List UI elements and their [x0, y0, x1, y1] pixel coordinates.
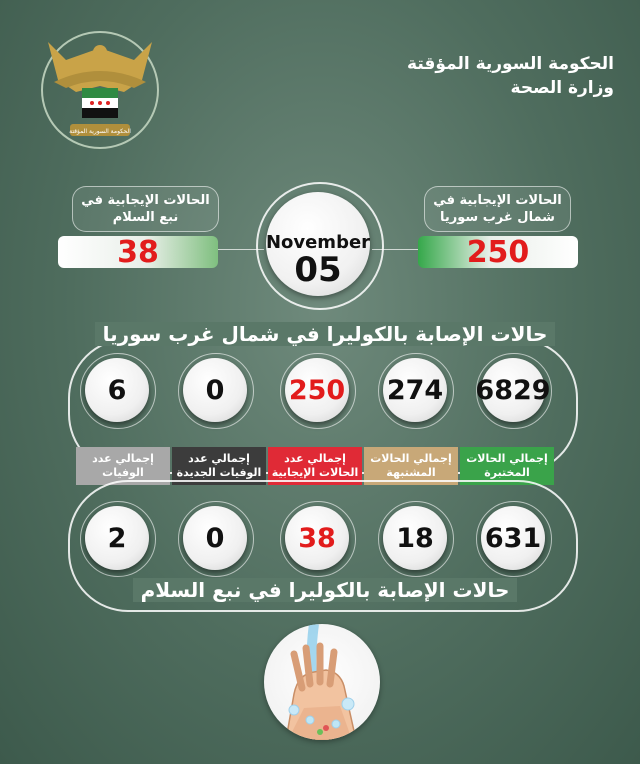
northwest-title: حالات الإصابة بالكوليرا في شمال غرب سوريا — [90, 322, 560, 346]
category-positive: إجمالي عدد الحالات الإيجابية — [268, 447, 362, 485]
date-day: 05 — [294, 250, 342, 290]
category-suspected: إجمالي الحالات المشتبهة — [364, 447, 458, 485]
right-box-value: 250 — [418, 236, 578, 268]
stat-suspected-nw: 274 — [383, 358, 447, 422]
left-box-label: الحالات الإيجابية في نبع السلام — [72, 186, 219, 232]
stat-total-deaths-nw: 6 — [85, 358, 149, 422]
government-name: الحكومة السورية المؤقتة — [407, 54, 614, 74]
stat-positive-ps: 38 — [285, 506, 349, 570]
date-month: November — [265, 232, 371, 253]
hand-washing-illustration — [264, 624, 380, 740]
hand-washing-icon — [264, 624, 380, 740]
stat-suspected-ps: 18 — [383, 506, 447, 570]
category-total-deaths: إجمالي عدد الوفيات — [76, 447, 170, 485]
right-box-label: الحالات الإيجابية في شمال غرب سوريا — [424, 186, 571, 232]
stat-new-deaths-nw: 0 — [183, 358, 247, 422]
eagle-emblem-icon — [34, 30, 166, 150]
government-emblem — [34, 30, 166, 150]
category-tested: إجمالي الحالات المختبرة — [460, 447, 554, 485]
ministry-name: وزارة الصحة — [510, 78, 614, 98]
left-box-value: 38 — [58, 236, 218, 268]
peace-spring-title: حالات الإصابة بالكوليرا في نبع السلام — [90, 578, 560, 602]
stat-total-deaths-ps: 2 — [85, 506, 149, 570]
svg-text:الحكومة السورية المؤقتة: الحكومة السورية المؤقتة — [69, 128, 131, 135]
stat-tested-nw: 6829 — [481, 358, 545, 422]
stat-new-deaths-ps: 0 — [183, 506, 247, 570]
header-titles — [407, 52, 614, 100]
stat-tested-ps: 631 — [481, 506, 545, 570]
category-new-deaths: إجمالي عدد الوفيات الجديدة — [172, 447, 266, 485]
stat-positive-nw: 250 — [285, 358, 349, 422]
